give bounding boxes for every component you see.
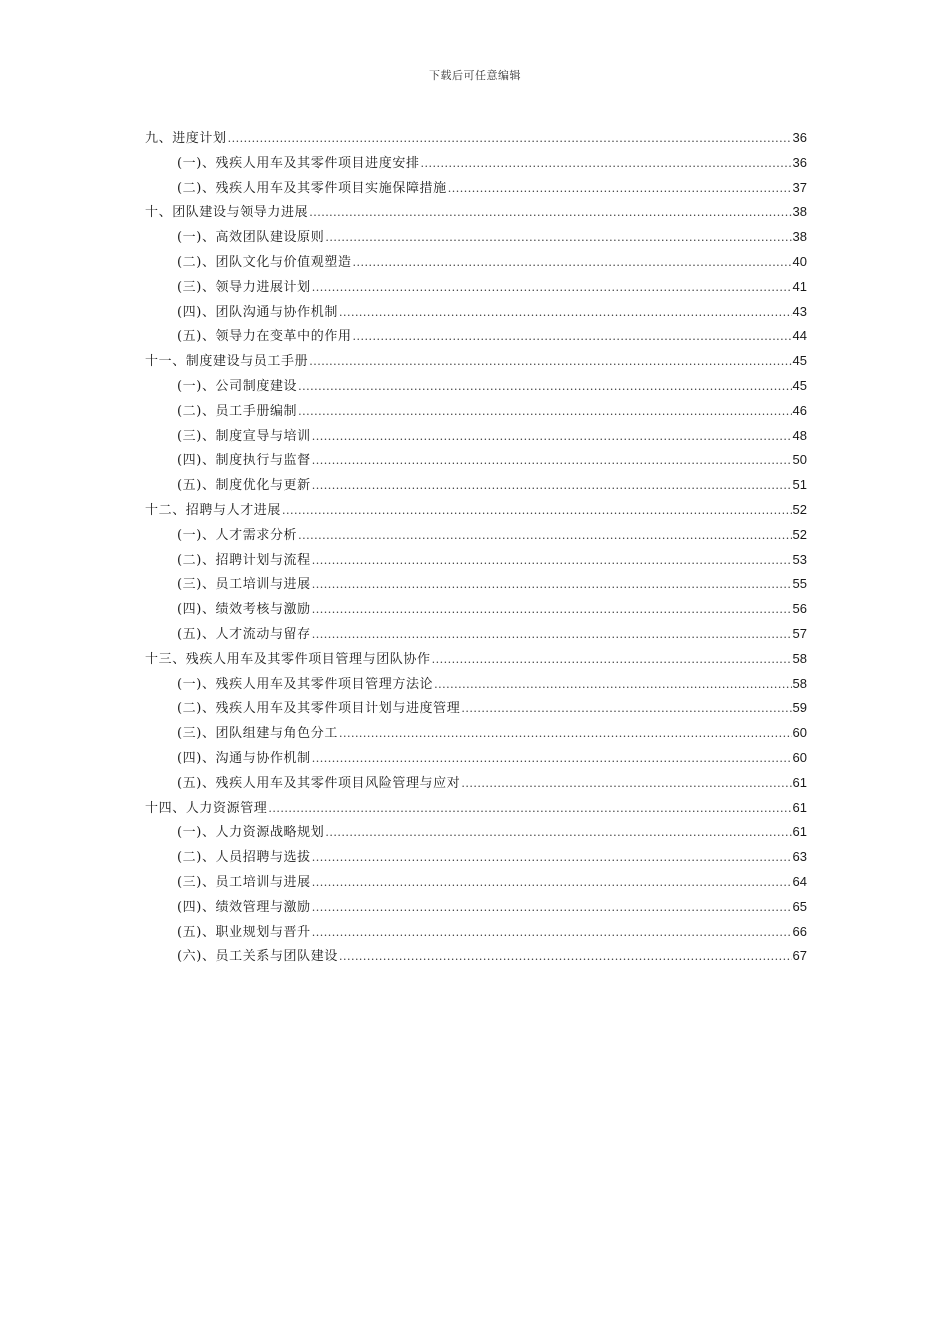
toc-entry-title: (二)、员工手册编制	[177, 403, 298, 419]
toc-entry-title: (一)、高效团队建设原则	[177, 230, 325, 246]
toc-entry-page-number: 55	[792, 576, 807, 592]
toc-entry-page-number: 53	[792, 551, 807, 567]
toc-section-entry[interactable]	[145, 151, 807, 176]
toc-section-entry[interactable]	[145, 746, 807, 771]
toc-entry-title: (四)、团队沟通与协作机制	[177, 304, 338, 320]
toc-entry-title: 十一、制度建设与员工手册	[145, 354, 309, 370]
toc-dot-leader	[461, 772, 791, 797]
toc-section-entry[interactable]	[145, 548, 807, 573]
toc-dot-leader	[312, 623, 792, 648]
toc-entry-page-number: 59	[792, 700, 807, 716]
toc-section-entry[interactable]	[145, 374, 807, 399]
toc-entry-page-number: 45	[792, 353, 807, 369]
toc-section-entry[interactable]	[145, 771, 807, 796]
toc-entry-page-number: 61	[792, 824, 807, 840]
toc-section-entry[interactable]	[145, 845, 807, 870]
toc-chapter-entry[interactable]	[145, 796, 807, 821]
toc-dot-leader	[312, 896, 792, 921]
toc-section-entry[interactable]	[145, 944, 807, 969]
toc-entry-title: (五)、职业规划与晋升	[177, 924, 311, 940]
toc-entry-page-number: 64	[792, 873, 807, 889]
toc-entry-page-number: 38	[792, 204, 807, 220]
toc-dot-leader	[421, 152, 792, 177]
toc-entry-page-number: 61	[792, 799, 807, 815]
toc-entry-title: (一)、人才需求分析	[177, 527, 298, 543]
toc-entry-title: 十、团队建设与领导力进展	[145, 205, 309, 221]
toc-entry-page-number: 51	[792, 477, 807, 493]
toc-entry-page-number: 44	[792, 328, 807, 344]
toc-entry-page-number: 52	[792, 526, 807, 542]
toc-dot-leader	[312, 598, 792, 623]
toc-entry-title: (二)、残疾人用车及其零件项目实施保障措施	[177, 180, 447, 196]
toc-entry-page-number: 58	[792, 650, 807, 666]
toc-entry-page-number: 60	[792, 725, 807, 741]
toc-dot-leader	[309, 350, 791, 375]
toc-chapter-entry[interactable]	[145, 200, 807, 225]
toc-section-entry[interactable]	[145, 597, 807, 622]
toc-section-entry[interactable]	[145, 696, 807, 721]
toc-section-entry[interactable]	[145, 324, 807, 349]
toc-entry-page-number: 46	[792, 402, 807, 418]
toc-dot-leader	[353, 325, 792, 350]
toc-chapter-entry[interactable]	[145, 126, 807, 151]
toc-entry-page-number: 57	[792, 625, 807, 641]
toc-dot-leader	[228, 127, 792, 152]
toc-entry-title: (四)、制度执行与监督	[177, 453, 311, 469]
toc-entry-page-number: 52	[792, 501, 807, 517]
toc-section-entry[interactable]	[145, 920, 807, 945]
toc-entry-title: 九、进度计划	[145, 131, 227, 146]
toc-section-entry[interactable]	[145, 672, 807, 697]
toc-entry-page-number: 45	[792, 377, 807, 393]
toc-section-entry[interactable]	[145, 622, 807, 647]
toc-entry-page-number: 50	[792, 452, 807, 468]
toc-section-entry[interactable]	[145, 176, 807, 201]
toc-section-entry[interactable]	[145, 572, 807, 597]
toc-entry-title: (三)、团队组建与角色分工	[177, 726, 338, 742]
toc-dot-leader	[312, 846, 792, 871]
toc-entry-page-number: 60	[792, 749, 807, 765]
toc-dot-leader	[312, 425, 792, 450]
toc-dot-leader	[312, 921, 792, 946]
toc-entry-title: (三)、员工培训与进展	[177, 577, 311, 593]
toc-section-entry[interactable]	[145, 250, 807, 275]
toc-dot-leader	[339, 945, 792, 970]
toc-dot-leader	[298, 375, 791, 400]
toc-dot-leader	[312, 747, 792, 772]
toc-section-entry[interactable]	[145, 523, 807, 548]
toc-entry-title: (一)、残疾人用车及其零件项目管理方法论	[177, 676, 434, 692]
toc-section-entry[interactable]	[145, 448, 807, 473]
toc-dot-leader	[298, 524, 791, 549]
toc-entry-page-number: 36	[792, 154, 807, 170]
toc-entry-page-number: 61	[792, 774, 807, 790]
toc-dot-leader	[312, 474, 792, 499]
toc-entry-title: (二)、人员招聘与选拔	[177, 850, 311, 866]
toc-entry-title: (五)、残疾人用车及其零件项目风险管理与应对	[177, 775, 461, 791]
toc-entry-title: (四)、绩效管理与激励	[177, 899, 311, 915]
toc-entry-page-number: 67	[792, 948, 807, 964]
toc-entry-title: 十四、人力资源管理	[145, 800, 268, 816]
toc-entry-title: (六)、员工关系与团队建设	[177, 949, 338, 965]
toc-entry-page-number: 41	[792, 278, 807, 294]
toc-dot-leader	[339, 722, 792, 747]
toc-entry-title: (四)、沟通与协作机制	[177, 750, 311, 766]
toc-entry-title: (二)、团队文化与价值观塑造	[177, 254, 352, 270]
toc-dot-leader	[312, 573, 792, 598]
toc-entry-title: (一)、公司制度建设	[177, 378, 298, 394]
toc-section-entry[interactable]	[145, 275, 807, 300]
toc-dot-leader	[325, 226, 791, 251]
toc-entry-title: (四)、绩效考核与激励	[177, 602, 311, 618]
toc-entry-title: (二)、残疾人用车及其零件项目计划与进度管理	[177, 701, 461, 717]
toc-entry-page-number: 58	[792, 675, 807, 691]
toc-dot-leader	[325, 821, 791, 846]
toc-chapter-entry[interactable]	[145, 647, 807, 672]
toc-entry-title: (三)、员工培训与进展	[177, 874, 311, 890]
toc-entry-title: 十三、残疾人用车及其零件项目管理与团队协作	[145, 651, 431, 667]
toc-dot-leader	[309, 201, 791, 226]
toc-entry-title: (五)、人才流动与留存	[177, 626, 311, 642]
toc-entry-title: (五)、领导力在变革中的作用	[177, 329, 352, 345]
toc-section-entry[interactable]	[145, 721, 807, 746]
toc-dot-leader	[353, 251, 792, 276]
toc-entry-title: (三)、制度宣导与培训	[177, 428, 311, 444]
toc-entry-title: (一)、人力资源战略规划	[177, 825, 325, 841]
toc-dot-leader	[312, 549, 792, 574]
toc-entry-title: 十二、招聘与人才进展	[145, 502, 282, 518]
toc-section-entry[interactable]	[145, 225, 807, 250]
table-of-contents	[145, 126, 807, 969]
toc-dot-leader	[339, 301, 792, 326]
toc-section-entry[interactable]	[145, 300, 807, 325]
toc-dot-leader	[312, 276, 792, 301]
toc-section-entry[interactable]	[145, 424, 807, 449]
toc-entry-page-number: 37	[792, 179, 807, 195]
toc-entry-page-number: 66	[792, 923, 807, 939]
toc-entry-page-number: 63	[792, 849, 807, 865]
toc-entry-page-number: 38	[792, 229, 807, 245]
toc-entry-page-number: 48	[792, 427, 807, 443]
toc-dot-leader	[312, 449, 792, 474]
toc-entry-title: (一)、残疾人用车及其零件项目进度安排	[177, 155, 420, 171]
toc-entry-page-number: 36	[792, 130, 807, 145]
toc-section-entry[interactable]	[145, 895, 807, 920]
toc-entry-page-number: 56	[792, 601, 807, 617]
toc-dot-leader	[461, 697, 791, 722]
toc-entry-page-number: 40	[792, 253, 807, 269]
toc-dot-leader	[432, 648, 792, 673]
toc-dot-leader	[298, 400, 791, 425]
toc-dot-leader	[268, 797, 791, 822]
toc-entry-title: (二)、招聘计划与流程	[177, 552, 311, 568]
toc-section-entry[interactable]	[145, 399, 807, 424]
toc-dot-leader	[434, 673, 791, 698]
toc-chapter-entry[interactable]	[145, 349, 807, 374]
toc-dot-leader	[312, 871, 792, 896]
toc-entry-page-number: 65	[792, 898, 807, 914]
toc-dot-leader	[448, 177, 792, 202]
toc-entry-title: (五)、制度优化与更新	[177, 478, 311, 494]
toc-chapter-entry[interactable]	[145, 498, 807, 523]
toc-dot-leader	[282, 499, 792, 524]
toc-section-entry[interactable]	[145, 820, 807, 845]
toc-entry-page-number: 43	[792, 303, 807, 319]
toc-section-entry[interactable]	[145, 870, 807, 895]
toc-entry-title: (三)、领导力进展计划	[177, 279, 311, 295]
page-header: 下载后可任意编辑	[429, 69, 521, 82]
toc-section-entry[interactable]	[145, 473, 807, 498]
